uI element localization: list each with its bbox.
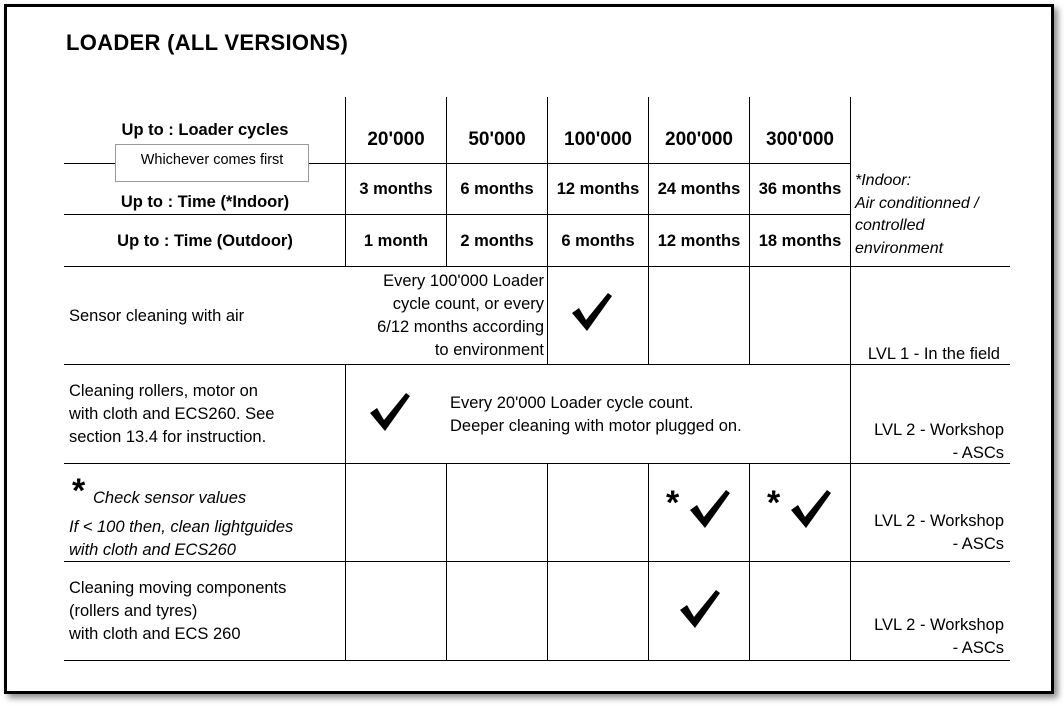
indoor-note <box>855 170 1010 260</box>
page-title: LOADER (ALL VERSIONS) <box>66 30 349 55</box>
task-check-sensor-detail <box>69 516 345 562</box>
note-line: cycle count, or every <box>392 295 544 313</box>
outdoor-interval: 18 months <box>758 232 842 250</box>
rule-header-1b <box>307 163 851 164</box>
cycles-header: 20'000 <box>367 129 425 150</box>
indoor-interval: 36 months <box>758 180 842 198</box>
asterisk-marker: * <box>72 472 86 510</box>
indoor-note-line: Air conditionned / <box>855 194 979 212</box>
cycles-header: 300'000 <box>766 129 834 150</box>
outdoor-interval: 2 months <box>460 232 534 250</box>
header-indoor-label: Up to : Time (*Indoor) <box>120 193 290 211</box>
indoor-interval: 24 months <box>657 180 741 198</box>
note-line: Every 20'000 Loader cycle count. <box>450 394 694 412</box>
level-label <box>853 614 1004 660</box>
level-line: - ASCs <box>952 444 1004 462</box>
task-check-sensor: Check sensor values <box>93 489 247 507</box>
task-line: If < 100 then, clean lightguides <box>69 518 294 536</box>
header-outdoor-label: Up to : Time (Outdoor) <box>117 232 293 250</box>
header-loader-cycles-label: Up to : Loader cycles <box>121 121 289 139</box>
checkmark-icon <box>789 488 833 530</box>
indoor-note-line: controlled <box>855 217 925 234</box>
note-line: to environment <box>434 341 544 359</box>
col-line-4-b <box>648 463 649 660</box>
level-line: - ASCs <box>952 639 1004 657</box>
task-cleaning-moving-components <box>69 577 345 646</box>
whichever-note-box: Whichever comes first <box>115 144 309 182</box>
cycles-header: 100'000 <box>564 129 632 150</box>
col-line-1-body <box>345 364 346 660</box>
checkmark-icon <box>570 291 614 333</box>
note-line: Every 100'000 Loader <box>383 272 544 290</box>
indoor-interval: 12 months <box>556 180 640 198</box>
col-line-6 <box>850 97 851 660</box>
col-line-3-b <box>547 463 548 660</box>
note-line: 6/12 months according <box>377 318 544 336</box>
task-line: (rollers and tyres) <box>69 602 198 620</box>
note-line: Deeper cleaning with motor plugged on. <box>450 417 742 435</box>
col-line-2-body <box>446 463 447 660</box>
rule-header-2 <box>64 214 851 215</box>
rule-row-4 <box>64 660 1010 661</box>
indoor-interval: 6 months <box>460 180 534 198</box>
level-label <box>853 510 1004 556</box>
level-line: LVL 2 - Workshop <box>874 512 1004 530</box>
outdoor-interval: 1 month <box>363 232 429 250</box>
row2-interval-note <box>450 392 848 438</box>
level-label: LVL 1 - In the field <box>867 345 1000 363</box>
indoor-interval: 3 months <box>359 180 433 198</box>
rule-header-1a <box>64 163 116 164</box>
level-line: LVL 2 - Workshop <box>874 616 1004 634</box>
checkmark-icon <box>688 488 732 530</box>
level-label <box>853 419 1004 465</box>
task-line: with cloth and ECS 260 <box>69 625 241 643</box>
task-line: section 13.4 for instruction. <box>69 428 267 446</box>
task-line: with cloth and ECS260 <box>69 541 236 559</box>
checkmark-icon <box>368 391 412 433</box>
level-line: LVL 2 - Workshop <box>874 421 1004 439</box>
row1-interval-note <box>350 270 544 362</box>
col-line-5-b <box>749 463 750 660</box>
cycles-header: 200'000 <box>665 129 733 150</box>
indoor-note-line: environment <box>855 239 944 257</box>
asterisk-marker: * <box>666 484 680 522</box>
indoor-note-line: *Indoor: <box>855 172 912 189</box>
outdoor-interval: 12 months <box>657 232 741 250</box>
task-line: with cloth and ECS260. See <box>69 405 275 423</box>
asterisk-marker: * <box>767 484 781 522</box>
task-sensor-cleaning: Sensor cleaning with air <box>69 307 245 325</box>
task-cleaning-rollers <box>69 380 345 449</box>
rule-header-3 <box>64 266 1010 267</box>
outdoor-interval: 6 months <box>561 232 635 250</box>
task-line: Cleaning moving components <box>69 579 287 597</box>
task-line: Cleaning rollers, motor on <box>69 382 258 400</box>
checkmark-icon <box>678 588 722 630</box>
level-line: - ASCs <box>952 535 1004 553</box>
cycles-header: 50'000 <box>468 129 526 150</box>
